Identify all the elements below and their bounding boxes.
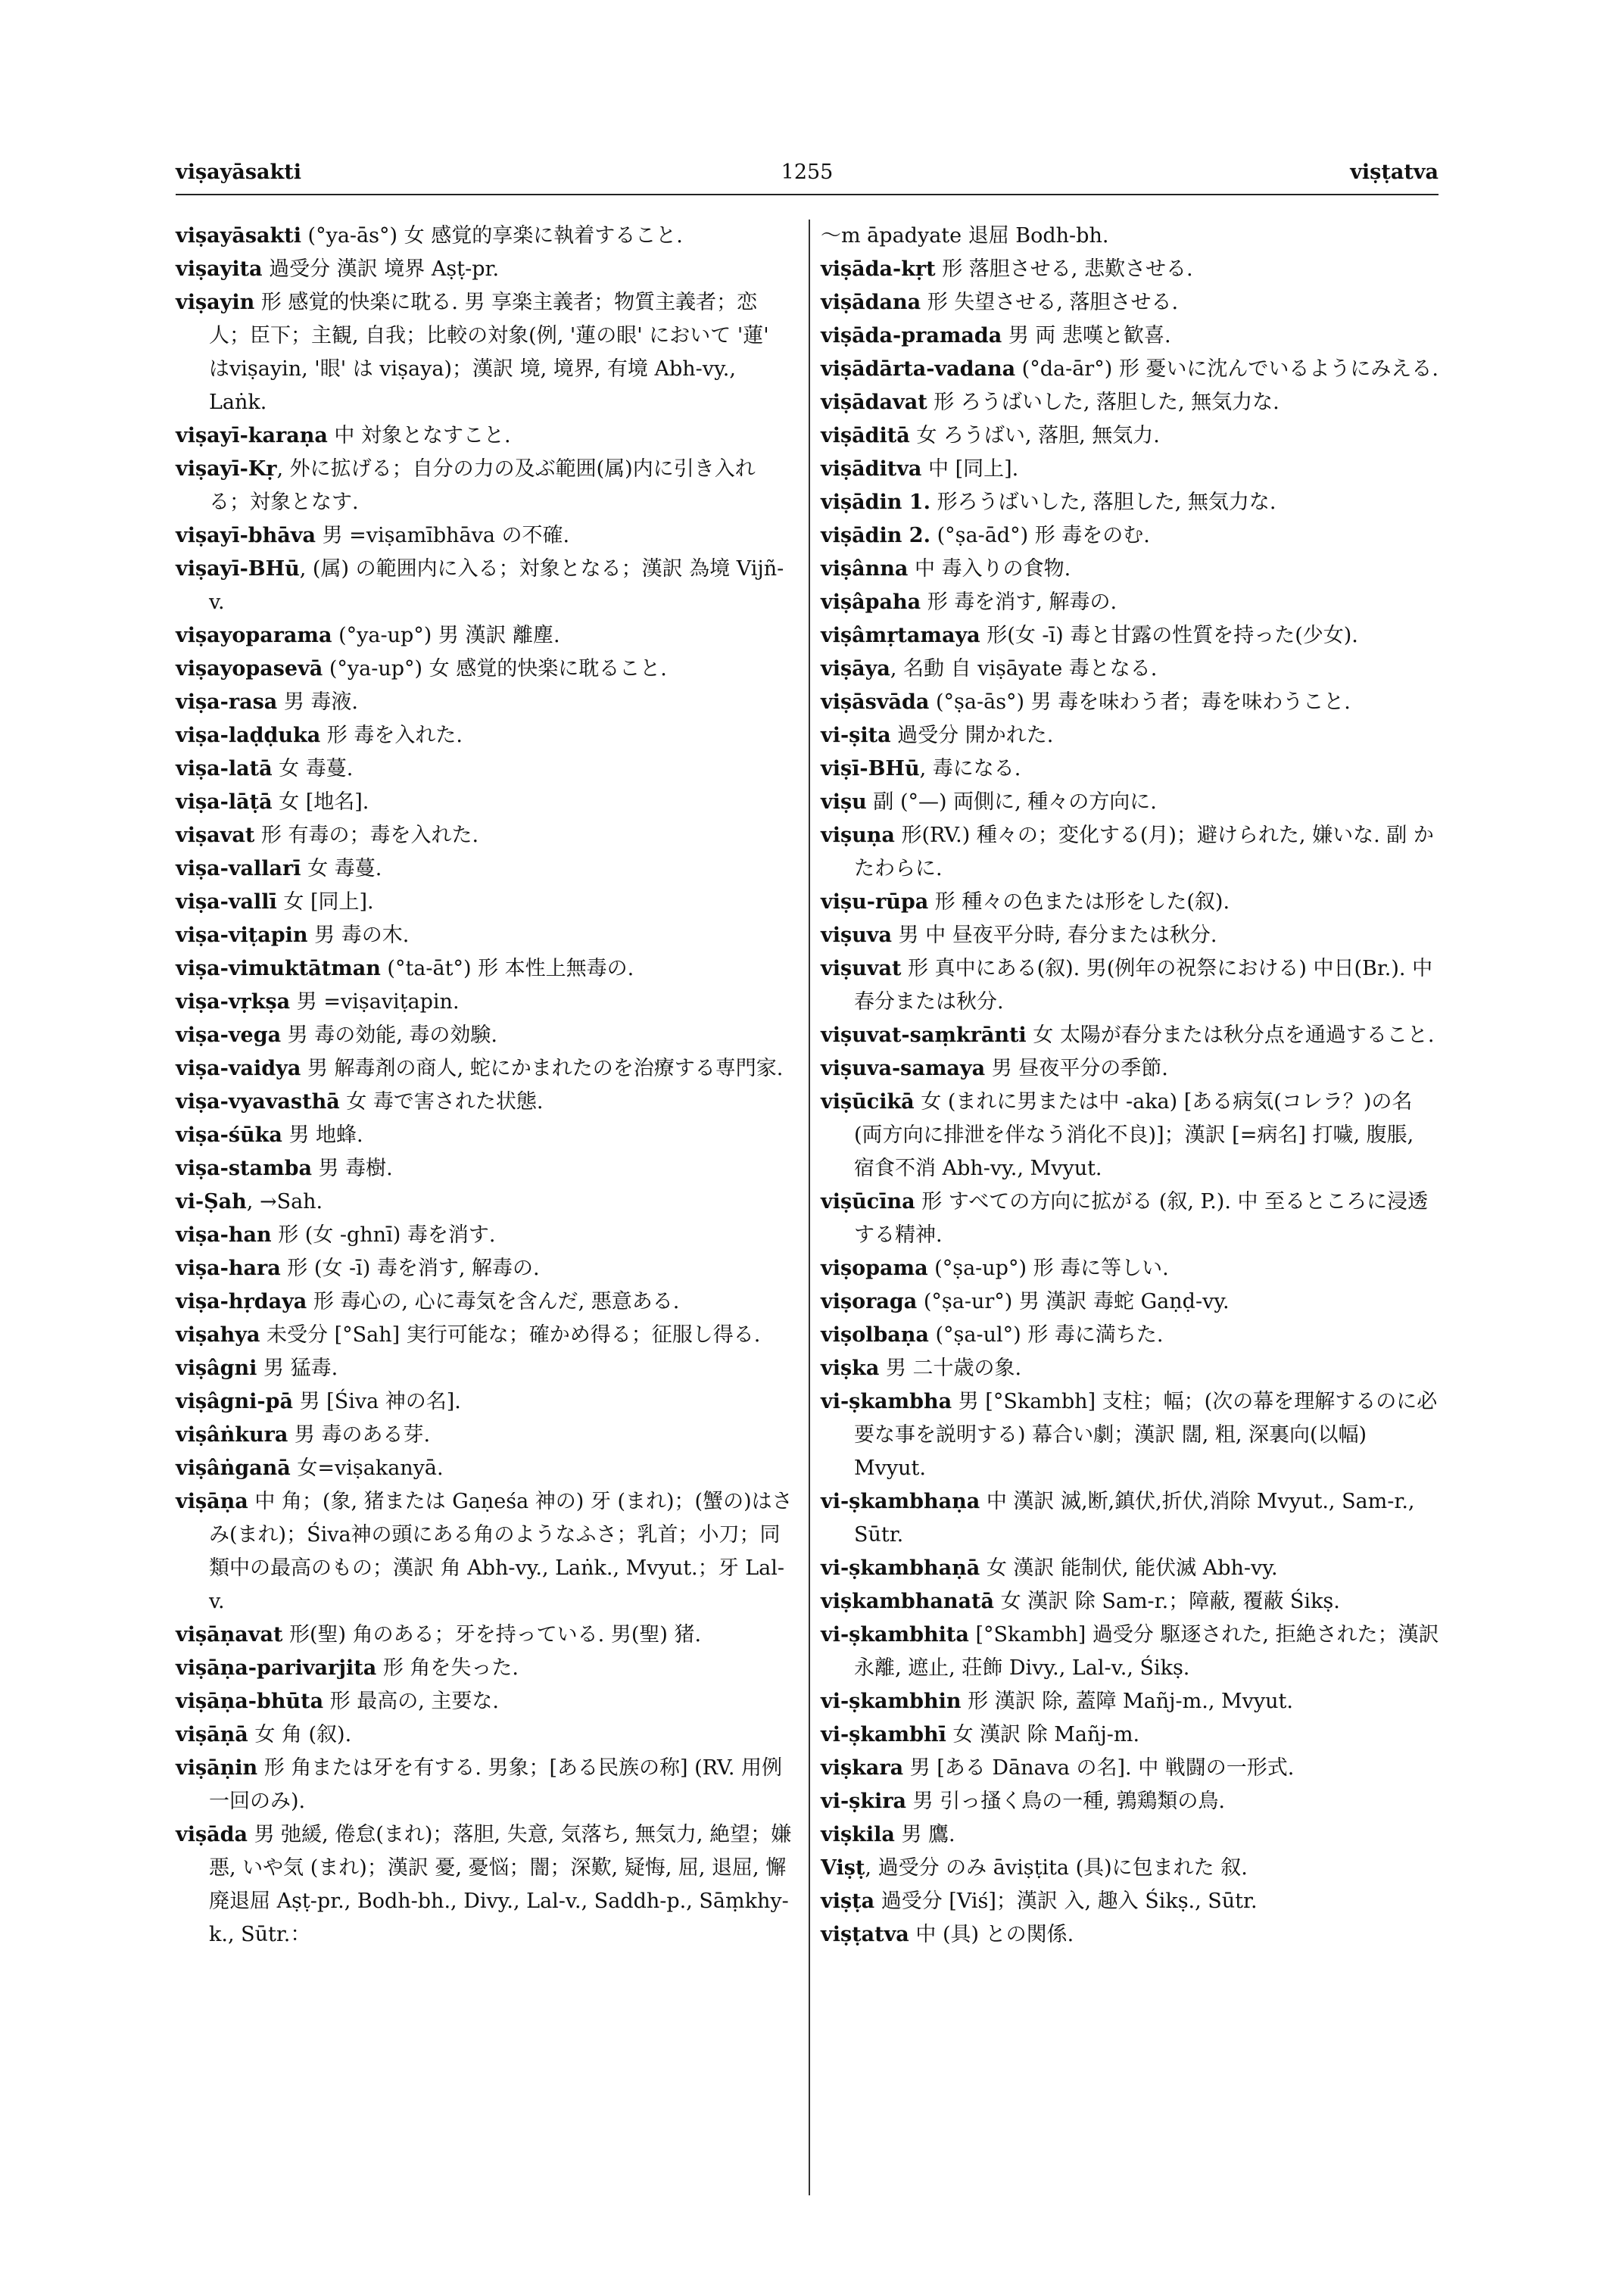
entry-headword: viṣa-lāṭā: [176, 790, 273, 814]
entry-definition: 中 (具) との関係.: [909, 1923, 1074, 1946]
entry-headword: viṣāda-kṛt: [821, 257, 936, 281]
entry-headword: vi-ṣita: [821, 724, 891, 747]
entry-headword: viṣu: [821, 790, 867, 814]
entry-definition: , 名動 自 viṣāyate 毒となる.: [890, 657, 1158, 681]
dictionary-entry: [176, 1685, 795, 1718]
entry-headword: viṣādārta-vadana: [821, 357, 1016, 381]
dictionary-entry: [821, 1885, 1440, 1918]
entry-definition: 男 毒のある芽.: [288, 1423, 431, 1447]
entry-headword: viṣolbaṇa: [821, 1323, 929, 1347]
entry-definition: 形(聖) 角のある；牙を持っている. 男(聖) 猪.: [282, 1623, 702, 1647]
entry-headword: viṣayī-karaṇa: [176, 424, 328, 447]
entry-definition: 形 感覚的快楽に耽る. 男 享楽主義者；物質主義者；恋人；臣下；主観, 自我；比較の対象(例, '蓮の眼' において '蓮' はviṣayin, '眼' は viṣaya)；漢訳 境, 境界, 有境 Abh-vy., Laṅk.: [209, 291, 769, 414]
entry-headword: viṣa-vallī: [176, 890, 277, 914]
entry-definition: 過受分 開かれた.: [890, 724, 1054, 747]
entry-definition: 形 漢訳 除, 蓋障 Mañj-m., Mvyut.: [961, 1690, 1293, 1713]
dictionary-entry: [821, 586, 1440, 619]
entry-definition: 男 毒樹.: [311, 1157, 393, 1180]
dictionary-entry: [821, 1618, 1440, 1685]
entry-definition: 中 毒入りの食物.: [908, 557, 1071, 581]
entry-definition: 男 中 昼夜平分時, 春分または秋分.: [891, 924, 1217, 947]
entry-definition: 男 [Śiva 神の名].: [293, 1390, 461, 1413]
entry-definition: 男 毒の木.: [307, 924, 410, 947]
entry-headword: viṣāṇavat: [176, 1623, 283, 1647]
entry-headword: viṣa-vṛkṣa: [176, 990, 291, 1014]
entry-definition: 男 猛毒.: [257, 1357, 338, 1380]
entry-definition: [°Skambh] 過受分 駆逐された, 拒絶された；漢訳 永離, 遮止, 荘飾 Divy., Lal-v., Śikṣ.: [854, 1623, 1439, 1680]
entry-definition: 女 毒蔓.: [272, 757, 354, 780]
dictionary-entry: [176, 1252, 795, 1285]
dictionary-entry: [176, 220, 795, 253]
entry-headword: viṣâgni: [176, 1357, 257, 1380]
dictionary-entry: [176, 1419, 795, 1452]
entry-headword: viṣayoparama: [176, 624, 332, 647]
entry-definition: 女 [地名].: [272, 790, 369, 814]
entry-headword: viṣādin 1.: [821, 491, 930, 514]
entry-definition: 男 昼夜平分の季節.: [985, 1057, 1168, 1080]
entry-definition: 男 解毒剤の商人, 蛇にかまれたのを治療する専門家.: [301, 1057, 784, 1080]
entry-definition: 形 角または牙を有する. 男象；[ある民族の称] (RV. 用例一回のみ).: [209, 1756, 782, 1813]
entry-headword: vi-ṣkambhin: [821, 1690, 962, 1713]
entry-definition: 女 毒蔓.: [301, 857, 382, 880]
entry-definition: 男 =viṣaviṭapin.: [290, 990, 460, 1014]
running-head-right: viṣṭatva: [1350, 160, 1439, 184]
entry-definition: 副 (°—) 両側に, 種々の方向に.: [866, 790, 1157, 814]
dictionary-entry: [821, 419, 1440, 453]
dictionary-entry: [176, 1718, 795, 1752]
dictionary-entry: [176, 1086, 795, 1119]
entry-definition: (°ya-ās°) 女 感覚的享楽に執着すること.: [301, 224, 683, 248]
entry-definition: 女 太陽が春分または秋分点を通過すること.: [1026, 1023, 1435, 1047]
dictionary-entry: [176, 1119, 795, 1152]
dictionary-entry: [176, 1319, 795, 1352]
entry-definition: 形 真中にある(叙). 男(例年の祝祭における) 中日(Br.). 中 春分または秋分.: [854, 957, 1433, 1014]
dictionary-entry: [176, 1385, 795, 1419]
entry-definition: (°ṣa-ās°) 男 毒を味わう者；毒を味わうこと.: [929, 690, 1351, 714]
entry-headword: viṣkambhanatā: [821, 1590, 995, 1613]
entry-headword: viṣâṅkura: [176, 1423, 288, 1447]
entry-headword: viṣa-laḍḍuka: [176, 724, 321, 747]
entry-definition: 形 ろうばいした, 落胆した, 無気力な.: [927, 391, 1280, 414]
entry-definition: 女 ろうばい, 落胆, 無気力.: [909, 424, 1160, 447]
entry-definition: 過受分 [Viś]；漢訳 入, 趣入 Śikṣ., Sūtr.: [874, 1890, 1258, 1913]
entry-headword: viṣahya: [176, 1323, 260, 1347]
dictionary-entry: [176, 286, 795, 419]
entry-definition: 女 毒で害された状態.: [339, 1090, 544, 1114]
dictionary-entry: [176, 1185, 795, 1219]
entry-definition: (°ya-up°) 女 感覚的快楽に耽ること.: [323, 657, 667, 681]
dictionary-entry: [176, 419, 795, 453]
entry-headword: viṣa-vaidya: [176, 1057, 301, 1080]
dictionary-entry: [821, 220, 1440, 253]
entry-definition: (°ṣa-up°) 形 毒に等しい.: [927, 1257, 1169, 1280]
entry-definition: 男 地蜂.: [282, 1123, 363, 1147]
dictionary-entry: [821, 819, 1440, 886]
entry-headword: viṣuvat: [821, 957, 902, 980]
entry-definition: , 外に拡げる；自分の力の及ぶ範囲(属)内に引き入れる；対象となす.: [209, 457, 756, 514]
dictionary-entry: [821, 1285, 1440, 1319]
entry-definition: 形 最高の, 主要な.: [323, 1690, 499, 1713]
entry-definition: 女 漢訳 除 Sam-r.；障蔽, 覆蔽 Śikṣ.: [994, 1590, 1340, 1613]
entry-definition: 女 (まれに男または中 -aka) [ある病気(コレラ？)の名 (両方向に排泄を伴なう消化不良)]；漢訳 [=病名] 打噦, 腹脹, 宿食不消 Abh-vy., Mvyut.: [854, 1090, 1414, 1180]
entry-definition: 中 漢訳 滅,断,鎮伏,折伏,消除 Mvyut., Sam-r., Sūtr.: [854, 1490, 1415, 1547]
dictionary-entry: [176, 1752, 795, 1818]
dictionary-entry: [821, 1752, 1440, 1785]
entry-definition: 男 鷹.: [894, 1823, 955, 1846]
entry-definition: 男 両 悲嘆と歓喜.: [1002, 324, 1171, 347]
entry-definition: 未受分 [°Sah] 実行可能な；確かめ得る；征服し得る.: [260, 1323, 761, 1347]
dictionary-entry: [176, 1352, 795, 1385]
entry-headword: viṣa-vyavasthā: [176, 1090, 340, 1114]
entry-definition: 形 毒心の, 心に毒気を含んだ, 悪意ある.: [307, 1290, 680, 1313]
dictionary-entry: [821, 1585, 1440, 1618]
entry-headword: viṣuva-samaya: [821, 1057, 986, 1080]
dictionary-entry: [176, 852, 795, 886]
entry-headword: viṣī-BHū: [821, 757, 920, 780]
entry-headword: viṣāsvāda: [821, 690, 930, 714]
dictionary-entry: [821, 1852, 1440, 1885]
dictionary-entry: [821, 353, 1440, 386]
entry-headword: viṣkara: [821, 1756, 904, 1780]
dictionary-entry: [176, 1452, 795, 1485]
entry-definition: (°ṣa-ād°) 形 毒をのむ.: [930, 524, 1150, 547]
entry-definition: 形 角を失った.: [376, 1656, 519, 1680]
entry-headword: vi-ṣkambhaṇa: [821, 1490, 980, 1513]
entry-definition: 男 =viṣamībhāva の不確.: [315, 524, 570, 547]
dictionary-entry: [821, 952, 1440, 1019]
entry-headword: viṣādavat: [821, 391, 927, 414]
entry-headword: viṣāṇin: [176, 1756, 258, 1780]
dictionary-entry: [821, 1019, 1440, 1052]
dictionary-entry: [821, 1052, 1440, 1086]
dictionary-entry: [821, 453, 1440, 486]
entry-definition: 女=viṣakanyā.: [290, 1456, 444, 1480]
entry-definition: 形 落胆させる, 悲歎させる.: [935, 257, 1193, 281]
entry-headword: viṣayāsakti: [176, 224, 301, 248]
entry-definition: 男 弛緩, 倦怠(まれ)；落胆, 失意, 気落ち, 無気力, 絶望；嫌悪, いや気 (まれ)；漢訳 憂, 憂悩；闇；深歎, 疑悔, 屈, 退屈, 懈廃退屈 Aṣṭ-pr., Bodh-bh., Divy., Lal-v., Saddh-p., Sāṃkhy-k., Sūtr.：: [209, 1823, 792, 1946]
entry-headword: viṣāda: [176, 1823, 248, 1846]
entry-headword: vi-ṣkambhī: [821, 1723, 946, 1746]
entry-headword: viṣa-han: [176, 1223, 272, 1247]
entry-headword: vi-ṣkambhaṇā: [821, 1556, 980, 1580]
dictionary-entry: [821, 653, 1440, 686]
entry-headword: viṣayī-Kṛ: [176, 457, 277, 481]
dictionary-entry: [176, 519, 795, 553]
right-column: [821, 220, 1440, 1952]
dictionary-entry: [176, 1618, 795, 1652]
entry-definition: 形 (女 -ghnī) 毒を消す.: [271, 1223, 496, 1247]
entry-headword: viṣâṅganā: [176, 1456, 291, 1480]
entry-headword: viṣāṇa-bhūta: [176, 1690, 324, 1713]
dictionary-entry: [821, 1552, 1440, 1585]
entry-definition: 過受分 漢訳 境界 Aṣṭ-pr.: [262, 257, 500, 281]
entry-headword: viṣūcikā: [821, 1090, 915, 1114]
entry-definition: , →Sah.: [246, 1190, 323, 1213]
dictionary-entry: [821, 253, 1440, 286]
entry-definition: 女 漢訳 能制伏, 能伏滅 Abh-vy.: [980, 1556, 1278, 1580]
page-number: 1255: [781, 160, 834, 184]
entry-definition: ～m āpadyate 退屈 Bodh-bh.: [821, 224, 1109, 248]
entry-definition: 形 すべての方向に拡がる (叙, P.). 中 至るところに浸透する精神.: [854, 1190, 1429, 1247]
dictionary-entry: [821, 1352, 1440, 1385]
entry-headword: viṣāṇa-parivarjita: [176, 1656, 377, 1680]
entry-definition: 男 [ある Dānava の名]. 中 戦闘の一形式.: [903, 1756, 1295, 1780]
entry-definition: , (属) の範囲内に入る；対象となる；漢訳 為境 Vijñ-v.: [209, 557, 784, 614]
dictionary-entry: [821, 786, 1440, 819]
entry-definition: (°ṣa-ur°) 男 漢訳 毒蛇 Gaṇḍ-vy.: [917, 1290, 1230, 1313]
entry-headword: viṣāṇā: [176, 1723, 248, 1746]
dictionary-entry: [821, 1319, 1440, 1352]
entry-definition: 中 角；(象, 猪または Gaṇeśa 神の) 牙 (まれ)；(蟹の)はさみ(まれ)；Śiva神の頭にある角のようなふさ；乳首；小刀；同類中の最高のもの；漢訳 角 Abh-vy., Laṅk., Mvyut.；牙 Lal-v.: [209, 1490, 793, 1613]
entry-headword: vi-ṣkambha: [821, 1390, 952, 1413]
dictionary-entry: [821, 1385, 1440, 1485]
entry-definition: 形 失望させる, 落胆させる.: [921, 291, 1179, 314]
dictionary-entry: [821, 886, 1440, 919]
entry-headword: viṣânna: [821, 557, 909, 581]
entry-headword: viṣka: [821, 1357, 880, 1380]
entry-headword: viṣṭatva: [821, 1923, 909, 1946]
dictionary-entry: [176, 1285, 795, 1319]
entry-headword: viṣkila: [821, 1823, 895, 1846]
entry-headword: viṣādana: [821, 291, 921, 314]
dictionary-entry: [176, 1219, 795, 1252]
dictionary-entry: [821, 1918, 1440, 1952]
entry-headword: vi-ṣkira: [821, 1790, 907, 1813]
page-header: [176, 160, 1439, 188]
entry-headword: Viṣṭ: [821, 1856, 865, 1880]
entry-headword: viṣayopasevā: [176, 657, 323, 681]
entry-headword: viṣāditva: [821, 457, 922, 481]
dictionary-entry: [176, 886, 795, 919]
dictionary-entry: [176, 786, 795, 819]
entry-headword: vi-Ṣah: [176, 1190, 247, 1213]
dictionary-entry: [176, 819, 795, 852]
entry-definition: 女 角 (叙).: [248, 1723, 352, 1746]
entry-headword: viṣayī-BHū: [176, 557, 300, 581]
entry-definition: 中 対象となすこと.: [327, 424, 511, 447]
entry-definition: 女 漢訳 除 Mañj-m.: [946, 1723, 1140, 1746]
entry-definition: 形 毒を入れた.: [320, 724, 463, 747]
dictionary-entry: [821, 752, 1440, 786]
entry-definition: (°ya-up°) 男 漢訳 離塵.: [332, 624, 560, 647]
entry-definition: (°ta-āt°) 形 本性上無毒の.: [380, 957, 634, 980]
dictionary-entry: [821, 1818, 1440, 1852]
entry-headword: viṣāditā: [821, 424, 910, 447]
dictionary-entry: [176, 752, 795, 786]
dictionary-entry: [821, 1086, 1440, 1185]
dictionary-entry: [821, 1485, 1440, 1552]
dictionary-entry: [176, 1019, 795, 1052]
entry-definition: 男 [°Skambh] 支柱；幅；(次の幕を理解するのに必要な事を説明する) 幕合い劇；漢訳 闊, 粗, 深裏向(以幅) Mvyut.: [854, 1390, 1438, 1480]
entry-definition: 男 二十歳の象.: [879, 1357, 1022, 1380]
entry-headword: viṣa-viṭapin: [176, 924, 308, 947]
entry-headword: viṣavat: [176, 824, 255, 847]
entry-headword: viṣāda-pramada: [821, 324, 1002, 347]
dictionary-entry: [176, 686, 795, 719]
entry-definition: 形ろうばいした, 落胆した, 無気力な.: [930, 491, 1276, 514]
entry-definition: , 毒になる.: [919, 757, 1021, 780]
dictionary-entry: [821, 386, 1440, 419]
column-divider: [809, 220, 810, 2195]
dictionary-entry: [176, 619, 795, 653]
entry-definition: 男 毒の効能, 毒の効験.: [281, 1023, 498, 1047]
dictionary-entry: [176, 986, 795, 1019]
header-rule: [176, 194, 1439, 195]
entry-definition: 男 引っ搔く鳥の一種, 鶉鶏類の鳥.: [906, 1790, 1225, 1813]
entry-definition: (°da-ār°) 形 憂いに沈んでいるようにみえる.: [1015, 357, 1439, 381]
dictionary-entry: [821, 486, 1440, 519]
entry-headword: viṣa-vallarī: [176, 857, 301, 880]
dictionary-entry: [821, 286, 1440, 319]
dictionary-entry: [176, 253, 795, 286]
entry-definition: 形(RV.) 種々の；変化する(月)；避けられた, 嫌いな. 副 かたわらに.: [854, 824, 1434, 880]
dictionary-entry: [821, 553, 1440, 586]
entry-headword: viṣoraga: [821, 1290, 918, 1313]
entry-headword: viṣāya: [821, 657, 890, 681]
dictionary-entry: [821, 719, 1440, 752]
entry-headword: viṣuṇa: [821, 824, 895, 847]
entry-headword: viṣayita: [176, 257, 263, 281]
dictionary-entry: [176, 453, 795, 519]
dictionary-entry: [176, 1652, 795, 1685]
entry-headword: viṣa-hara: [176, 1257, 281, 1280]
entry-headword: viṣuva: [821, 924, 892, 947]
dictionary-entry: [821, 1185, 1440, 1252]
entry-headword: vi-ṣkambhita: [821, 1623, 969, 1647]
entry-headword: viṣa-vega: [176, 1023, 282, 1047]
entry-headword: viṣu-rūpa: [821, 890, 929, 914]
entry-headword: viṣādin 2.: [821, 524, 930, 547]
dictionary-entry: [176, 1052, 795, 1086]
dictionary-entry: [176, 952, 795, 986]
entry-headword: viṣa-rasa: [176, 690, 278, 714]
entry-headword: viṣopama: [821, 1257, 928, 1280]
entry-headword: viṣa-vimuktātman: [176, 957, 381, 980]
dictionary-entry: [821, 619, 1440, 653]
entry-definition: (°ṣa-ul°) 形 毒に満ちた.: [928, 1323, 1164, 1347]
dictionary-entry: [821, 919, 1440, 952]
entry-headword: viṣāṇa: [176, 1490, 248, 1513]
entry-definition: 形(女 -ī) 毒と甘露の性質を持った(少女).: [980, 624, 1358, 647]
dictionary-entry: [176, 553, 795, 619]
entry-headword: viṣâgni-pā: [176, 1390, 293, 1413]
entry-headword: viṣa-śūka: [176, 1123, 282, 1147]
dictionary-entry: [821, 1252, 1440, 1285]
entry-definition: 形 種々の色または形をした(叙).: [928, 890, 1230, 914]
dictionary-entry: [176, 1152, 795, 1185]
entry-headword: viṣâmṛtamaya: [821, 624, 980, 647]
entry-headword: viṣuvat-saṃkrānti: [821, 1023, 1027, 1047]
entry-headword: viṣayī-bhāva: [176, 524, 316, 547]
entry-definition: 形 毒を消す, 解毒の.: [921, 590, 1117, 614]
entry-definition: 形 (女 -ī) 毒を消す, 解毒の.: [280, 1257, 540, 1280]
entry-headword: viṣṭa: [821, 1890, 875, 1913]
dictionary-entry: [821, 1685, 1440, 1718]
dictionary-entry: [176, 719, 795, 752]
dictionary-entry: [821, 319, 1440, 353]
entry-definition: 男 毒液.: [277, 690, 359, 714]
entry-headword: viṣâpaha: [821, 590, 921, 614]
entry-headword: viṣayin: [176, 291, 255, 314]
entry-headword: viṣa-hṛdaya: [176, 1290, 307, 1313]
dictionary-entry: [821, 686, 1440, 719]
dictionary-entry: [176, 1818, 795, 1952]
entry-definition: , 過受分 のみ āviṣṭita (具)に包まれた 叙.: [865, 1856, 1248, 1880]
entry-headword: viṣa-stamba: [176, 1157, 312, 1180]
entry-definition: 形 有毒の；毒を入れた.: [254, 824, 479, 847]
entry-headword: viṣa-latā: [176, 757, 273, 780]
running-head-left: viṣayāsakti: [176, 160, 301, 184]
dictionary-entry: [821, 1785, 1440, 1818]
dictionary-entry: [176, 919, 795, 952]
entry-definition: 女 [同上].: [276, 890, 374, 914]
entry-definition: 中 [同上].: [921, 457, 1019, 481]
dictionary-entry: [821, 1718, 1440, 1752]
left-column: [176, 220, 795, 1952]
dictionary-entry: [176, 1485, 795, 1618]
entry-headword: viṣūcīna: [821, 1190, 915, 1213]
dictionary-entry: [821, 519, 1440, 553]
dictionary-entry: [176, 653, 795, 686]
